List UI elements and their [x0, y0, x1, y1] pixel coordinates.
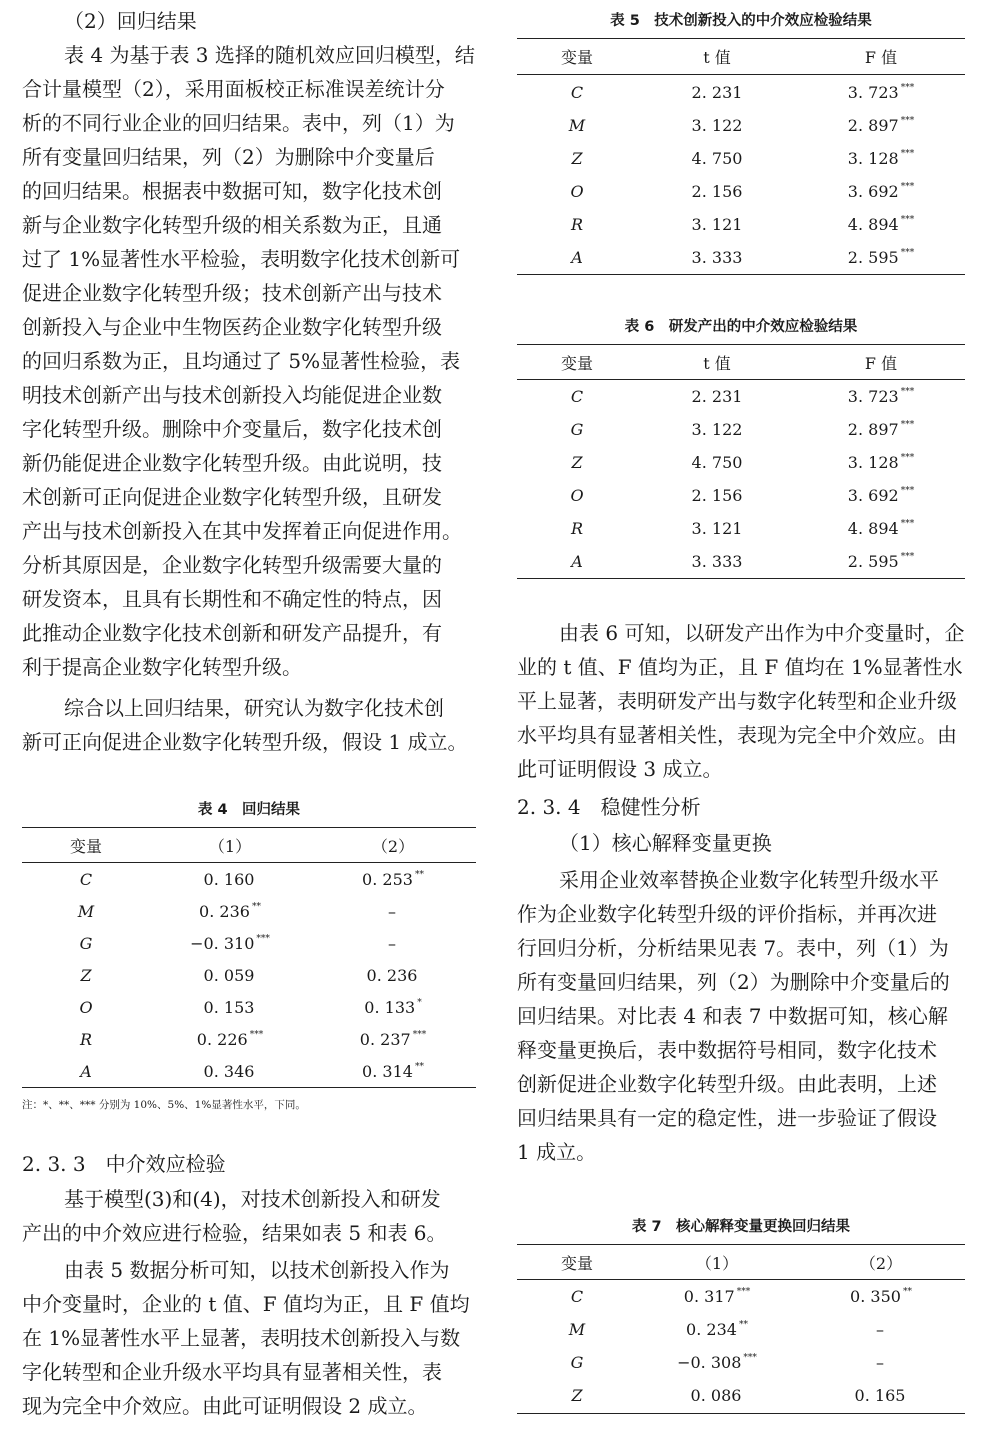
text-line: 平上显著，表明研发产出与数字化转型和企业升级 [517, 689, 957, 713]
text-line: 新与企业数字化转型升级的相关系数为正，且通 [22, 213, 442, 237]
value-cell: 0. 234 ** [686, 1320, 748, 1339]
text-line: 研发资本，且具有长期性和不确定性的特点，因 [22, 587, 442, 611]
value-cell: – [388, 902, 396, 921]
variable-cell: C [79, 870, 93, 889]
text-line: 的回归结果。根据表中数据可知，数字化技术创 [22, 179, 442, 203]
value-cell: 0. 133 * [364, 998, 422, 1017]
table-header-rule [517, 74, 965, 75]
text-line: 过了 1%显著性水平检验，表明数字化技术创新可 [22, 247, 461, 271]
table-header-rule [517, 379, 965, 380]
t-value-cell: 2. 231 [691, 387, 743, 406]
text-line: 现为完全中介效应。由此可证明假设 2 成立。 [22, 1394, 428, 1418]
column-header: F 值 [864, 354, 898, 373]
value-cell: 0. 236 [366, 966, 418, 985]
text-line: 析的不同行业企业的回归结果。表中，列（1）为 [22, 111, 455, 135]
f-value-cell: 3. 692 *** [847, 182, 915, 201]
value-cell: 0. 253 ** [362, 870, 424, 889]
value-cell: 0. 059 [203, 966, 255, 985]
variable-cell: O [79, 998, 93, 1017]
f-value-cell: 4. 894 *** [847, 519, 915, 538]
column-header: （1） [208, 837, 252, 856]
text-line: 新可正向促进企业数字化转型升级，假设 1 成立。 [22, 730, 468, 754]
text-line: 分析其原因是，企业数字化转型升级需要大量的 [22, 553, 442, 577]
value-cell: 0. 350 ** [850, 1287, 912, 1306]
value-cell: 0. 153 [203, 998, 255, 1017]
value-cell: – [388, 934, 396, 953]
f-value-cell: 3. 723 *** [847, 83, 915, 102]
text-line: 释变量更换后，表中数据符号相同，数字化技术 [517, 1038, 937, 1062]
variable-cell: R [570, 215, 584, 234]
table-top-rule [517, 344, 965, 345]
t-value-cell: 2. 156 [691, 182, 743, 201]
text-line: 的回归系数为正，且均通过了 5%显著性检验，表 [22, 349, 461, 373]
text-line: 由表 5 数据分析可知，以技术创新投入作为 [64, 1258, 450, 1282]
f-value-cell: 2. 897 *** [847, 420, 915, 439]
text-line: 所有变量回归结果，列（2）为删除中介变量后的 [517, 970, 950, 994]
text-line: 新仍能促进企业数字化转型升级。由此说明，技 [22, 451, 442, 475]
t-value-cell: 3. 333 [691, 248, 743, 267]
t-value-cell: 3. 333 [691, 552, 743, 571]
variable-cell: Z [571, 453, 583, 472]
value-cell: 0. 226 *** [196, 1030, 264, 1049]
text-line: 明技术创新产出与技术创新投入均能促进企业数 [22, 383, 442, 407]
column-header: （2） [859, 1254, 903, 1273]
text-line: 字化转型升级。删除中介变量后，数字化技术创 [22, 417, 442, 441]
t-value-cell: 2. 156 [691, 486, 743, 505]
variable-cell: M [77, 902, 95, 921]
variable-cell: R [79, 1030, 93, 1049]
table-title: 表 6 研发产出的中介效应检验结果 [624, 319, 858, 335]
variable-cell: G [570, 420, 584, 439]
subheading-core-variable: （1）核心解释变量更换 [559, 831, 772, 855]
variable-cell: M [568, 116, 586, 135]
table-bottom-rule [517, 274, 965, 275]
value-cell: 0. 237 *** [359, 1030, 427, 1049]
table-bottom-rule [517, 578, 965, 579]
table-title: 表 4 回归结果 [197, 802, 301, 818]
column-header: （2） [371, 837, 415, 856]
f-value-cell: 3. 128 *** [847, 453, 915, 472]
text-line: 由表 6 可知，以研发产出作为中介变量时，企 [559, 621, 965, 645]
text-line: 此推动企业数字化技术创新和研发产品提升，有 [22, 621, 442, 645]
text-line: 业的 t 值、F 值均为正，且 F 值均在 1%显著性水 [517, 655, 963, 679]
table-title: 表 7 核心解释变量更换回归结果 [631, 1219, 851, 1235]
variable-cell: G [570, 1353, 584, 1372]
t-value-cell: 4. 750 [691, 453, 743, 472]
variable-cell: G [79, 934, 93, 953]
section-heading-234: 2. 3. 4 稳健性分析 [517, 795, 701, 819]
variable-cell: C [570, 387, 584, 406]
text-line: 术创新可正向促进企业数字化转型升级，且研发 [22, 485, 442, 509]
section-heading-233: 2. 3. 3 中介效应检验 [22, 1152, 226, 1176]
text-line: 促进企业数字化转型升级；技术创新产出与技术 [22, 281, 442, 305]
f-value-cell: 3. 692 *** [847, 486, 915, 505]
variable-cell: M [568, 1320, 586, 1339]
column-header: 变量 [560, 354, 593, 373]
variable-cell: O [570, 182, 584, 201]
t-value-cell: 3. 121 [691, 519, 743, 538]
text-line: 所有变量回归结果，列（2）为删除中介变量后 [22, 145, 435, 169]
text-line: 字化转型和企业升级水平均具有显著相关性，表 [22, 1360, 442, 1384]
f-value-cell: 2. 595 *** [847, 552, 915, 571]
t-value-cell: 4. 750 [691, 149, 743, 168]
column-header: F 值 [864, 48, 898, 67]
variable-cell: A [80, 1062, 92, 1081]
text-line: 在 1%显著性水平上显著，表明技术创新投入与数 [22, 1326, 461, 1350]
text-line: 产出的中介效应进行检验，结果如表 5 和表 6。 [22, 1221, 447, 1245]
value-cell: 0. 165 [854, 1386, 906, 1405]
value-cell: – [876, 1353, 884, 1372]
text-line: 此可证明假设 3 成立。 [517, 757, 723, 781]
variable-cell: R [570, 519, 584, 538]
column-header: 变量 [560, 1254, 593, 1273]
variable-cell: Z [571, 1386, 583, 1405]
variable-cell: Z [80, 966, 92, 985]
value-cell: – [876, 1320, 884, 1339]
f-value-cell: 2. 595 *** [847, 248, 915, 267]
text-line: 回归结果。对比表 4 和表 7 中数据可知，核心解 [517, 1004, 948, 1028]
text-line: 基于模型(3)和(4)，对技术创新投入和研发 [64, 1187, 441, 1211]
column-header: t 值 [703, 48, 731, 67]
f-value-cell: 2. 897 *** [847, 116, 915, 135]
f-value-cell: 3. 723 *** [847, 387, 915, 406]
text-line: 合计量模型（2），采用面板校正标准误差统计分 [22, 77, 445, 101]
value-cell: 0. 346 [203, 1062, 255, 1081]
text-line: 产出与技术创新投入在其中发挥着正向促进作用。 [22, 519, 462, 543]
t-value-cell: 3. 121 [691, 215, 743, 234]
value-cell: 0. 236 ** [199, 902, 261, 921]
value-cell: −0. 308 *** [677, 1353, 757, 1372]
t-value-cell: 2. 231 [691, 83, 743, 102]
value-cell: 0. 317 *** [683, 1287, 751, 1306]
text-line: 综合以上回归结果，研究认为数字化技术创 [64, 696, 444, 720]
variable-cell: C [570, 83, 584, 102]
variable-cell: C [570, 1287, 584, 1306]
text-line: 表 4 为基于表 3 选择的随机效应回归模型，结 [64, 43, 475, 67]
f-value-cell: 3. 128 *** [847, 149, 915, 168]
t-value-cell: 3. 122 [691, 420, 743, 439]
text-line: 中介变量时，企业的 t 值、F 值均为正，且 F 值均 [22, 1292, 470, 1316]
table-header-rule [517, 1279, 965, 1280]
table-bottom-rule [517, 1413, 965, 1414]
column-header: 变量 [560, 48, 593, 67]
t-value-cell: 3. 122 [691, 116, 743, 135]
variable-cell: O [570, 486, 584, 505]
text-line: 利于提高企业数字化转型升级。 [22, 655, 302, 679]
f-value-cell: 4. 894 *** [847, 215, 915, 234]
text-line: 回归结果具有一定的稳定性，进一步验证了假设 [517, 1106, 937, 1130]
value-cell: 0. 314 ** [362, 1062, 424, 1081]
value-cell: 0. 086 [690, 1386, 742, 1405]
column-header: （1） [695, 1254, 739, 1273]
table-note: 注：*、**、*** 分别为 10%、5%、1%显著性水平，下同。 [22, 1099, 306, 1111]
table-top-rule [517, 38, 965, 39]
subheading-regression-results: （2）回归结果 [64, 9, 197, 33]
variable-cell: Z [571, 149, 583, 168]
variable-cell: A [571, 248, 583, 267]
table-header-rule [22, 862, 476, 863]
text-line: 行回归分析，分析结果见表 7。表中，列（1）为 [517, 936, 949, 960]
column-header: 变量 [69, 837, 102, 856]
text-line: 创新投入与企业中生物医药企业数字化转型升级 [22, 315, 442, 339]
value-cell: −0. 310 *** [190, 934, 270, 953]
text-line: 采用企业效率替换企业数字化转型升级水平 [559, 868, 939, 892]
table-top-rule [517, 1244, 965, 1245]
table-top-rule [22, 827, 476, 828]
text-line: 创新促进企业数字化转型升级。由此表明，上述 [517, 1072, 937, 1096]
variable-cell: A [571, 552, 583, 571]
table-bottom-rule [22, 1087, 476, 1088]
table-title: 表 5 技术创新投入的中介效应检验结果 [610, 13, 872, 29]
text-line: 1 成立。 [517, 1140, 597, 1164]
column-header: t 值 [703, 354, 731, 373]
value-cell: 0. 160 [203, 870, 255, 889]
text-line: 作为企业数字化转型升级的评价指标，并再次进 [517, 902, 937, 926]
text-line: 水平均具有显著相关性，表现为完全中介效应。由 [517, 723, 957, 747]
